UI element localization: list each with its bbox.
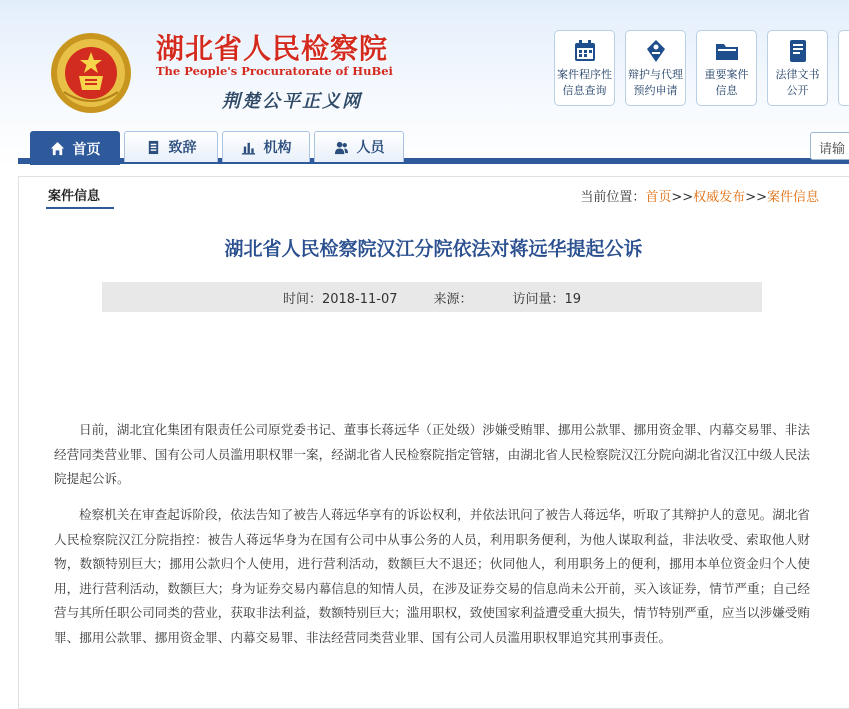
quick-link-label: 预约申请 <box>633 84 678 97</box>
quick-link-label: 信息 <box>715 84 738 97</box>
quick-link-label: 公开 <box>786 84 809 97</box>
people-icon <box>334 140 349 155</box>
defense-appointment-button[interactable] <box>625 30 686 106</box>
quick-link-label: 重要案件 <box>704 68 749 81</box>
breadcrumb <box>580 186 819 205</box>
article-date: 时间：2018-11-07 <box>282 291 398 307</box>
nav-tab-home[interactable] <box>30 131 120 165</box>
breadcrumb-link-home[interactable]: 首页 <box>645 190 672 205</box>
site-title[interactable]: 湖北省人民检察院 <box>156 32 389 65</box>
document-icon <box>785 38 811 64</box>
home-icon <box>50 141 65 156</box>
procuratorate-emblem-icon[interactable] <box>50 32 132 114</box>
tag-icon <box>643 38 669 64</box>
article-title: 湖北省人民检察院汉江分院依法对蒋远华提起公诉 <box>224 238 643 260</box>
quick-link-label: 法律文书 <box>775 68 820 81</box>
quick-link-label: 信息查询 <box>562 84 607 97</box>
section-tab-underline <box>46 207 114 209</box>
nav-tab-organization[interactable] <box>222 131 310 162</box>
nav-tab-greeting[interactable] <box>124 131 218 162</box>
article-paragraph: 日前，湖北宜化集团有限责任公司原党委书记、董事长蒋远华（正处级）涉嫌受贿罪、挪用公款罪、挪用资金罪、内幕交易罪、非法经营同类营业罪、国有公司人员滥用职权罪一案，经湖北省人民检察院指定管辖，由湖北省人民检察院汉江分院向湖北省汉江中级人民法院提起公诉。 <box>54 422 810 487</box>
more-quick-link-button[interactable] <box>838 30 849 106</box>
breadcrumb-link-authoritative-release[interactable]: 权威发布 <box>693 190 746 205</box>
breadcrumb-link-case-info[interactable]: 案件信息 <box>766 190 819 205</box>
folder-icon <box>714 38 740 64</box>
document-icon <box>146 140 161 155</box>
nav-tab-label: 首页 <box>72 141 101 158</box>
section-tab-case-info[interactable]: 案件信息 <box>48 189 101 204</box>
nav-tab-label: 机构 <box>263 140 292 156</box>
article-paragraph: 检察机关在审查起诉阶段，依法告知了被告人蒋远华享有的诉讼权利，并依法讯问了被告人蒋远华，听取了其辩护人的意见。湖北省人民检察院汉江分院指控：被告人蒋远华身为在国有公司中从事公务的人员，利用职务便利，为他人谋取利益，非法收受、索取他人财物，数额特别巨大；挪用公款归个人使用，进行营利活动，数额巨大不退还；伙同他人，利用职务上的便利，挪用本单位资金归个人使用，进行营利活动，数额巨大；身为证券交易内幕信息的知情人员，在涉及证券交易的信息尚未公开前，买入该证券，情节严重；自己经营与其所任职公司同类的营业，获取非法利益，数额特别巨大；滥用职权，致使国家利益遭受重大损失，情节特别严重，应当以涉嫌受贿罪、挪用公款罪、挪用资金罪、内幕交易罪、非法经营同类营业罪、国有公司人员滥用职权罪追究其刑事责任。 <box>54 507 810 645</box>
bar-chart-icon <box>241 140 256 155</box>
breadcrumb-separator: >> <box>671 190 694 205</box>
search-input[interactable]: 请输 <box>810 132 849 160</box>
case-procedure-query-button[interactable] <box>554 30 615 106</box>
site-title-english: The People's Procuratorate of HuBei <box>156 64 393 78</box>
article-meta-bar <box>102 282 762 312</box>
breadcrumb-prefix: 当前位置： <box>580 190 646 205</box>
legal-documents-button[interactable] <box>767 30 828 106</box>
nav-tab-label: 致辞 <box>168 140 197 156</box>
article-view-count: 访问量：19 <box>512 291 582 307</box>
site-slogan: 荆楚公平正义网 <box>222 91 362 112</box>
quick-link-label: 案件程序性 <box>557 68 612 81</box>
calendar-icon <box>572 38 598 64</box>
article-source: 来源： <box>433 291 473 307</box>
nav-tab-label: 人员 <box>356 140 385 156</box>
important-case-info-button[interactable] <box>696 30 757 106</box>
breadcrumb-separator: >> <box>745 190 767 205</box>
quick-link-label: 辩护与代理 <box>628 68 683 81</box>
nav-tab-personnel[interactable] <box>314 131 404 162</box>
